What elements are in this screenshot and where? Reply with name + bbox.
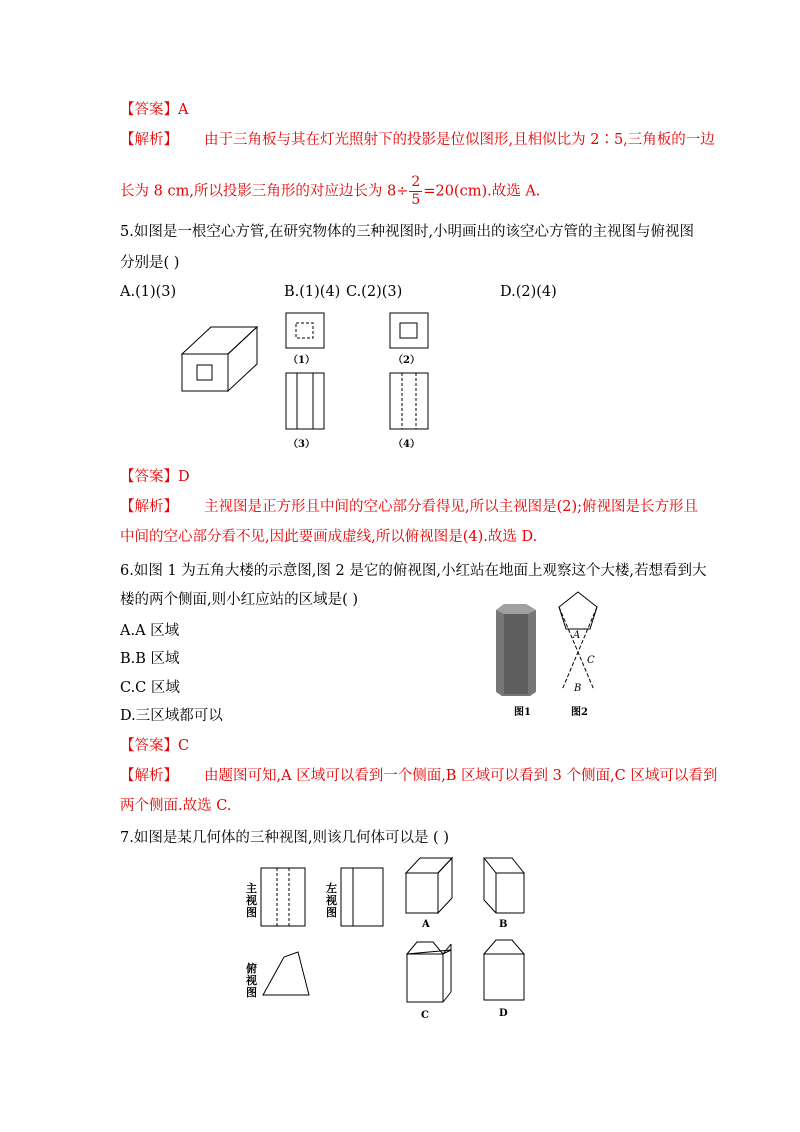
analysis-text: 由于三角板与其在灯光照射下的投影是位似图形,且相似比为 2∶5,三角板的一边 bbox=[204, 132, 715, 148]
q6-answer: 【答案】C bbox=[120, 738, 190, 754]
q5-label-1: （1） bbox=[288, 355, 315, 366]
q7-solid-c bbox=[405, 940, 453, 1006]
q6-option-d: D.三区域都可以 bbox=[120, 708, 223, 724]
q6-fig2-caption: 图2 bbox=[571, 707, 588, 718]
fraction-numerator: 2 bbox=[411, 174, 421, 190]
q7-solid-label-a: A bbox=[422, 919, 430, 930]
q5-view-4 bbox=[389, 370, 439, 432]
q4-answer: 【答案】A bbox=[120, 102, 189, 118]
q7-front-view bbox=[260, 866, 310, 930]
analysis-text: 主视图是正方形且中间的空心部分看得见,所以主视图是(2);俯视图是长方形且 bbox=[204, 499, 699, 515]
q6-stem-line2: 楼的两个侧面,则小红应站的区域是( ) bbox=[120, 592, 359, 608]
q4-analysis-line1 bbox=[120, 130, 715, 150]
fraction-denominator: 5 bbox=[411, 192, 421, 208]
q5-label-3: （3） bbox=[288, 439, 315, 450]
q7-solid-label-d: D bbox=[499, 1008, 508, 1019]
q5-analysis-line2: 中间的空心部分看不见,因此要画成虚线,所以俯视图是(4).故选 D. bbox=[120, 529, 538, 545]
q5-stem-line2: 分别是( ) bbox=[120, 255, 180, 271]
q6-option-c: C.C 区域 bbox=[120, 680, 180, 696]
q5-option-b: B.(1)(4) bbox=[284, 284, 341, 300]
fraction bbox=[409, 174, 422, 209]
q6-pentagon-building bbox=[494, 602, 540, 698]
q5-answer: 【答案】D bbox=[120, 469, 190, 485]
q7-left-view-label: 左视图 bbox=[326, 882, 337, 919]
q6-region-c: C bbox=[587, 655, 595, 666]
q7-stem: 7.如图是某几何体的三种视图,则该几何体可以是 ( ) bbox=[120, 830, 449, 846]
q5-option-c: C.(2)(3) bbox=[346, 284, 403, 300]
analysis-tag: 【解析】 bbox=[120, 132, 178, 148]
q6-analysis-line2: 两个侧面.故选 C. bbox=[120, 798, 232, 814]
q7-top-view bbox=[262, 950, 312, 1000]
q7-solid-label-b: B bbox=[499, 919, 508, 930]
q6-analysis-line1 bbox=[120, 766, 717, 786]
q7-solid-label-c: C bbox=[421, 1010, 429, 1021]
q7-top-view-label: 俯视图 bbox=[246, 962, 257, 999]
analysis-text: =20(cm).故选 A. bbox=[423, 183, 541, 200]
q6-region-a: A bbox=[573, 630, 581, 641]
q5-view-3 bbox=[285, 370, 335, 432]
q5-analysis-line1 bbox=[120, 497, 698, 517]
analysis-text: 由题图可知,A 区域可以看到一个侧面,B 区域可以看到 3 个侧面,C 区域可以看到 bbox=[204, 768, 718, 784]
q7-left-view bbox=[340, 866, 390, 930]
q4-analysis-line2 bbox=[120, 174, 540, 209]
q5-label-4: （4） bbox=[393, 439, 420, 450]
q6-fig1-caption: 图1 bbox=[514, 707, 531, 718]
q7-solid-d bbox=[482, 938, 528, 1004]
q6-option-b: B.B 区域 bbox=[120, 651, 180, 667]
analysis-tag: 【解析】 bbox=[120, 768, 178, 784]
q5-label-2: （2） bbox=[393, 355, 420, 366]
q5-hollow-tube-figure bbox=[180, 324, 260, 396]
q6-option-a: A.A 区域 bbox=[120, 623, 180, 639]
q6-region-b: B bbox=[574, 683, 582, 694]
q5-option-a: A.(1)(3) bbox=[120, 284, 177, 300]
q7-front-view-label: 主视图 bbox=[246, 882, 257, 919]
q5-option-d: D.(2)(4) bbox=[500, 284, 557, 300]
analysis-tag: 【解析】 bbox=[120, 499, 178, 515]
q7-solid-b bbox=[482, 856, 528, 916]
analysis-text: 长为 8 cm,所以投影三角形的对应边长为 8÷ bbox=[120, 183, 409, 200]
q7-solid-a bbox=[404, 856, 456, 916]
q6-stem-line1: 6.如图 1 为五角大楼的示意图,图 2 是它的俯视图,小红站在地面上观察这个大楼,若想看到大 bbox=[120, 563, 707, 579]
q5-stem-line1: 5.如图是一根空心方管,在研究物体的三种视图时,小明画出的该空心方管的主视图与俯视图 bbox=[120, 224, 695, 240]
